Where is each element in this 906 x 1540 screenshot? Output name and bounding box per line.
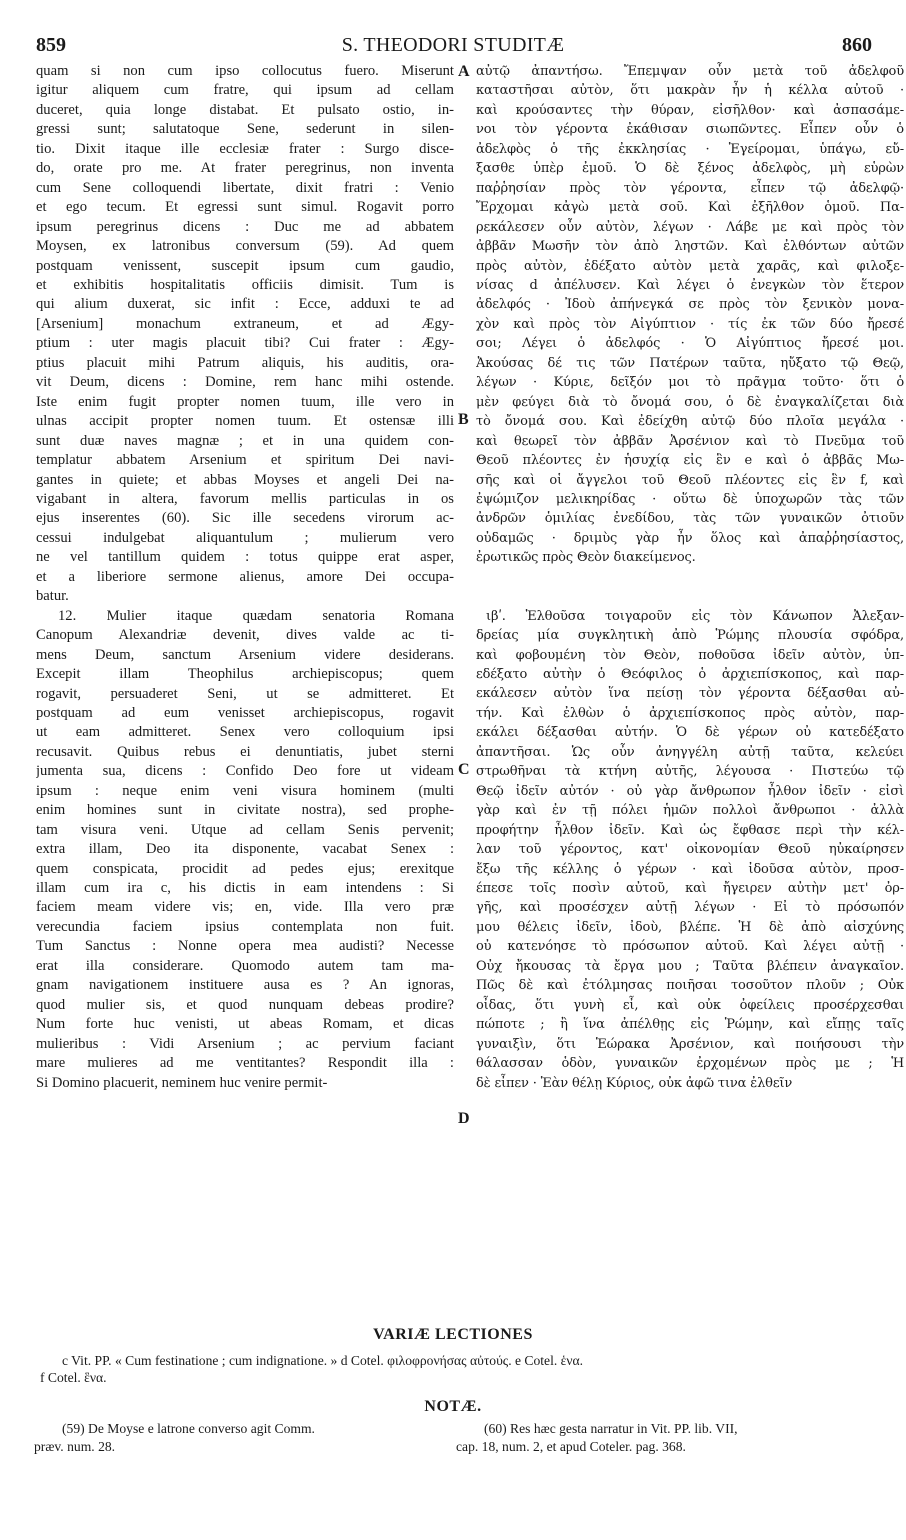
greek-line: καὶ κρούσαντες τὴν θύραν, εἰσῆλθον· καὶ ἀσπασάμε- [476,102,904,118]
latin-line: erat illa considerare. Quomodo autem tam ma- [36,957,454,974]
latin-line: quod mulier sis, et quod nunquam debeas prodire? [36,996,454,1013]
greek-line: αὐτῷ ἀπαντήσω. Ἔπεμψαν οὖν μετὰ τοῦ ἀδελφοῦ [476,64,904,79]
greek-line: γυναιξὶν, ὅτι Ἑώρακα Ἀρσένιον, καὶ ποιήσουσι τὴν [476,1036,904,1052]
latin-line: gnam navigationem instituere ausa es ? An ignoras, [36,977,454,994]
latin-line: Iste enim fugit propter nomen tuum, ille vero in [36,393,454,410]
latin-line: gantes in quiete; et abbas Moyses et angeli Dei na- [36,471,454,488]
latin-line: postquam venissent, suscepit ipsum cum gaudio, [36,257,454,274]
greek-line: γῆς, καὶ προσέσχεν αὐτῇ λέγων · Εἰ τὸ πρόσωπόν [476,900,904,916]
greek-line: ιβʹ. Ἐλθοῦσα τοιγαροῦν εἰς τὸν Κάνωπον Ἀλεξαν- [486,608,904,624]
greek-line: θάλασσαν ὁδὸν, γυναικῶν ἐρχομένων πρὸς με ; Ἡ [476,1056,904,1072]
latin-line: do, orate pro me. At frater peregrinus, non inventa [36,160,454,177]
latin-column [36,62,454,1093]
latin-line: igitur aliquem cum fratre, qui ipsum ad cellam [36,82,454,99]
latin-line: mens Deum, sanctum Arsenium videre desiderans. [36,646,454,663]
latin-line: qui alium duxerat, sic infit : Ecce, adduxi te ad [36,296,454,313]
margin-marker-b: B [458,411,469,428]
greek-line: σῆς καὶ οἱ ἄγγελοι τοῦ Θεοῦ πλέοντες εἰς ἓν f, καὶ [476,472,904,488]
latin-line: ptium : uter magis placuit tibi? Cui frater : Ægy- [36,335,454,352]
greek-line: καὶ θεωρεῖ τὸν ἀββᾶν Ἀρσένιον καὶ τὸ Πνεῦμα τοῦ [476,433,904,449]
greek-line: Θεοῦ πλέοντες ἐν ἡσυχίᾳ εἰς ἓν e καὶ ὁ ἀββᾶς Μω- [476,453,904,469]
greek-line: οἶδας, ὅτι γυνὴ εἶ, καὶ οὐκ ὀφείλεις προσέρχεσθαι [476,997,904,1013]
variae-line-2: f Cotel. ἓνα. [40,1370,107,1385]
greek-line: λέγων · Κύριε, δεῖξόν μοι τὸ πρᾶγμα τοῦτο· ὅτι ὁ [476,375,904,391]
margin-marker-d: D [458,1110,470,1127]
latin-line: tio. Dixit itaque ille ecclesiæ frater : Surgo disce- [36,140,454,157]
greek-line: ἐψώμιζον μελικηρίδας · οὕτω δὲ ὑποχωρῶν τὰς τῶν [476,491,904,507]
greek-line [476,587,904,606]
latin-line: sunt duæ naves magnæ ; et in una quidem con- [36,432,454,449]
latin-line: ejus inserentes (60). Sic ille secedens virorum ac- [36,510,454,527]
latin-line: Moysen, ex latronibus conversum (59). Ad quem [36,238,454,255]
greek-line: σοι; Λέγει ὁ ἀδελφός · Ὁ Αἰγύπτιος ἤρεσέ μοι. [476,336,904,352]
greek-line: ἀββᾶν Μωσῆν τὸν ἀπὸ ληστῶν. Καὶ ἐλθόντων αὐτῶν [476,239,904,255]
greek-line: γὰρ καὶ ἐν τῇ πόλει ἡμῶν πολλοὶ ἄνθρωποι · ἀλλὰ [476,803,904,819]
greek-line: ἐρωτικῶς πρὸς Θεὸν διακείμενος. [476,550,696,566]
greek-line: προφήτην ἦλθον ἰδεῖν. Καὶ ὡς ἔφθασε περὶ τὴν κέλ- [476,822,904,838]
latin-line: duceret, quia longe distabat. Et pulsato ostio, in- [36,101,454,118]
latin-line: quem conspicata, procidit ad pedes ejus; erexitque [36,860,454,877]
greek-line: νοι τὸν γέροντα ἐκάθισαν σιωπῶντες. Εἶπεν οὖν ὁ [476,122,904,138]
latin-line: ipsum : neque enim veni visura hominem (multi [36,782,454,799]
latin-line: verecundia faciem ipsius contemplata non fuit. [36,918,454,935]
latin-line: et ego tecum. Et egressi sunt simul. Rogavit porro [36,199,454,216]
greek-line: καὶ φοβουμένη τὸν Θεὸν, ποθοῦσα ἰδεῖν αὐτὸν, ὑπ- [476,647,904,663]
greek-line: πώποτε ; ἢ ἵνα ἀπέλθῃς εἰς Ῥώμην, καὶ εἴπῃς ταῖς [476,1017,904,1033]
latin-line: et a liberiore sermone alienus, amore Dei occupa- [36,568,454,585]
running-title: S. THEODORI STUDITÆ [341,34,565,56]
latin-line: Num forte huc venisti, ut abeas Romam, et dicas [36,1016,454,1033]
greek-line: τήν. Καὶ ἐλθὼν ὁ ἀρχιεπίσκοπος πρὸς αὐτὸν, παρ- [476,705,904,721]
greek-line: ἀδελφός · Ἰδοὺ ἀπήνεγκά σε πρὸς τὸν ξενικὸν μονα- [476,297,904,313]
greek-line: Οὐχ ἤκουσας τὰ ἔργα μου ; Ταῦτα βλέπειν ἀναγκαῖον. [476,958,904,974]
latin-line: vit Deum, dicens : Domine, rem hanc mihi ostende. [36,374,454,391]
latin-line: enim homines sunt in civitate nostra), sed prophe- [36,802,454,819]
latin-line: Excepit illam Theophilus archiepiscopus; quem [36,666,454,683]
greek-line: δὲ εἶπεν · Ἐὰν θέλῃ Κύριος, οὐκ ἀφῶ τινα ἐλθεῖν [476,1075,793,1091]
greek-line: έπεσε τοῖς ποσὶν αὐτοῦ, καὶ ἤγειρεν αὐτὴν μετ' ὀρ- [476,881,904,896]
greek-line [476,568,904,587]
running-header [30,34,876,60]
greek-line: οὐ κατενόησε τὸ πρόσωπον αὐτοῦ. Καὶ λέγει αὐτῇ · [476,939,904,955]
latin-line: Canopum Alexandriæ devenit, dives valde ac ti- [36,627,454,644]
greek-line: ἀπαντῆσαι. Ὡς οὖν ἀνηγγέλη αὐτῇ ταῦτα, κελεύει [476,744,904,760]
greek-line: Ἀκούσας δέ τις τῶν Πατέρων ταῦτα, ηὔξατο τῷ Θεῷ, [476,355,904,371]
greek-line: Θεῷ ἰδεῖν αὐτόν · οὐ γὰρ ἄνθρωπον ἦλθον ἰδεῖν · εἰσὶ [476,783,904,799]
latin-line: quam si non cum ipso collocutus fuero. Miserunt [36,63,454,79]
latin-line: ipsum peregrinus dicens : Duc me ad abbatem [36,218,454,235]
latin-line: faciem meam videre vis; en, vide. Illa vero præ [36,899,454,916]
latin-line: ulnas accipit propter nomen tuum. Et ostensæ illi [36,413,454,430]
greek-column [476,62,904,1093]
margin-marker-c: C [458,761,470,778]
latin-line: postquam ad eum venisset archiepiscopus, rogavit [36,704,454,721]
greek-line: λαν τοῦ γέροντος, κατ' οἰκονομίαν Θεοῦ ηὐκαίρησεν [476,842,904,858]
greek-line: εδέξατο αὐτὴν ὁ Θεόφιλος ὁ ἀρχιεπίσκοπος, καὶ παρ- [476,667,904,683]
greek-line: Πῶς δὲ καὶ ἐτόλμησας ποιῆσαι τοσοῦτον πλοῦν ; Οὐκ [476,978,904,994]
latin-line: recusavit. Quibus rebus ei denuntiatis, jubet sterni [36,743,454,760]
greek-line: εκάλει δέξασθαι αὐτήν. Ὁ δὲ γέρων οὐ κατεδέξατο [476,725,904,741]
latin-line: extra illam, Deo ita disponente, vacabat Senex : [36,841,454,858]
greek-line: παῤῥησίαν πρὸς τὸν γέροντα, εἶπεν τῷ ἀδελφῷ· [476,180,904,196]
note-59 [34,1420,462,1455]
note-line: præv. num. 28. [34,1438,116,1454]
greek-line: καταστῆσαι αὐτὸν, ὅτι μακρὰν ἦν ἡ κέλλα αὐτοῦ · [476,83,904,99]
latin-line: jumenta sua, dicens : Confido Deo fore ut videam [36,763,454,780]
greek-line: ἀδελφὸς ὁ τῆς ἐκκλησίας · Ἐγείρομαι, ὑπάγω, εὔ- [476,141,904,157]
notae-heading: NOTÆ. [424,1398,482,1415]
latin-line: gressi sunt; salutatoque Sene, sederunt in silen- [36,121,454,138]
greek-line: ἀνδρῶν ὁμιλίας ἐνεδίδου, τὰς τῶν γυναικῶν ὀτιοῦν [476,511,904,527]
page-number-right: 860 [842,34,872,56]
latin-line: 12. Mulier itaque quædam senatoria Romana [58,607,454,624]
greek-line: τὸ ὄνομά σου. Καὶ ἐδείχθη αὐτῷ δύο πλοῖα μεγάλα · [476,414,904,430]
latin-line: ne vel tantillum quidem : totus quippe erat asper, [36,549,454,566]
note-60 [456,1420,904,1455]
note-line: (59) De Moyse e latrone converso agit Comm. [62,1421,315,1436]
latin-line: [Arsenium] monachum extraneum, et ad Ægy- [36,315,454,332]
latin-line: ptius placuit mihi Patrum aliquis, his auditis, ora- [36,354,454,371]
latin-line: illam cum ira c, his dictis in eam intendens : Si [36,880,454,897]
latin-line: mare mulieres ad me ventitantes? Respondit illa : [36,1055,454,1072]
latin-line: rogavit, persuaderet Seni, ut se admitteret. Et [36,685,454,702]
greek-line: μου θέλεις ἰδεῖν, ἰδοὺ, βλέπε. Ἡ δὲ ἀπὸ αἰσχύνης [476,919,904,935]
latin-line: et exhibitis hospitalitatis officiis dimisit. Tum is [36,276,454,293]
note-line: cap. 18, num. 2, et apud Coteler. pag. 368. [456,1438,686,1454]
latin-line: templatur abbatem Arsenium et spiritum Dei navi- [36,452,454,469]
latin-line: Tum Sanctus : Nonne opera mea audisti? Necesse [36,938,454,955]
greek-line: ἔξω τῆς κέλλης ὁ γέρων · καὶ ἰδοῦσα αὐτὸν, προσ- [476,861,904,877]
latin-line: cessui indulgebat aliquantulum ; mulierum vero [36,529,454,546]
greek-line: Ἔρχομαι κἀγὼ μετὰ σοῦ. Καὶ ἐξῆλθον ὁμοῦ. Πα- [476,200,904,216]
note-line: (60) Res hæc gesta narratur in Vit. PP. lib. VII, [484,1421,738,1436]
latin-line: cum Sene colloquendi libertate, dixit fratri : Venio [36,179,454,196]
greek-line: νίσας d ἀπέλυσεν. Καὶ λέγει ὁ ἐνεγκὼν τὸν ἕτερον [476,277,904,293]
greek-line: χὸν καὶ πρὸς τὸν Αἰγύπτιον · τίς ἐκ τῶν δύο ἤρεσέ [476,316,904,332]
latin-line: batur. [36,588,69,605]
greek-line: ξασθε ὑπὲρ ἐμοῦ. Ὁ δὲ ξένος ἀδελφὸς, μὴ εὑρὼν [476,161,904,177]
greek-line: οὐδαμῶς · δριμὺς γὰρ ἦν ὅλος καὶ ἀπαῤῥησίαστος, [476,530,904,546]
greek-line: ρεκάλεσεν οὖν αὐτὸν, λέγων · Λάβε με καὶ πρὸς τὸν [476,219,904,235]
variae-lectiones-heading: VARIÆ LECTIONES [373,1326,533,1343]
greek-line: δρείας μία συγκλητικὴ ἀπὸ Ῥώμης πλουσία σφόδρα, [476,628,904,644]
latin-line: ut eam admitteret. Senex vero colloquium ipsi [36,724,454,741]
latin-line: mulieribus : Vidi Arsenium ; ac pervium faciant [36,1035,454,1052]
greek-line: μὲν φεύγει διὰ τὸ ὄνομά σου, ὁ δὲ ἐναγκαλίζεται διὰ [476,394,904,410]
greek-line: πρὸς αὐτὸν, ἐδέξατο αὐτὸν μετὰ χαρᾶς, καὶ φιλοξε- [476,258,904,274]
latin-line: Si Domino placuerit, neminem huc venire permit- [36,1074,328,1091]
greek-line: στρωθῆναι τὰ κτήνη αὐτῆς, λέγουσα · Πιστεύω τῷ [476,764,904,780]
page-number-left: 859 [36,34,66,56]
latin-line: vigabant in altera, favorum mellis particulas in os [36,490,454,507]
latin-line: tam visura veni. Utque ad cellam Senis pervenit; [36,821,454,838]
margin-marker-a: A [458,63,470,80]
greek-line: εκάλεσεν αὐτὸν ἵνα πείσῃ τὸν γέροντα δέξασθαι αὐ- [476,686,904,702]
variae-line-1: c Vit. PP. « Cum festinatione ; cum indignatione. » d Cotel. φιλοφρονήσας αὐτούς. e Cotel. ἑνα. [62,1353,584,1368]
